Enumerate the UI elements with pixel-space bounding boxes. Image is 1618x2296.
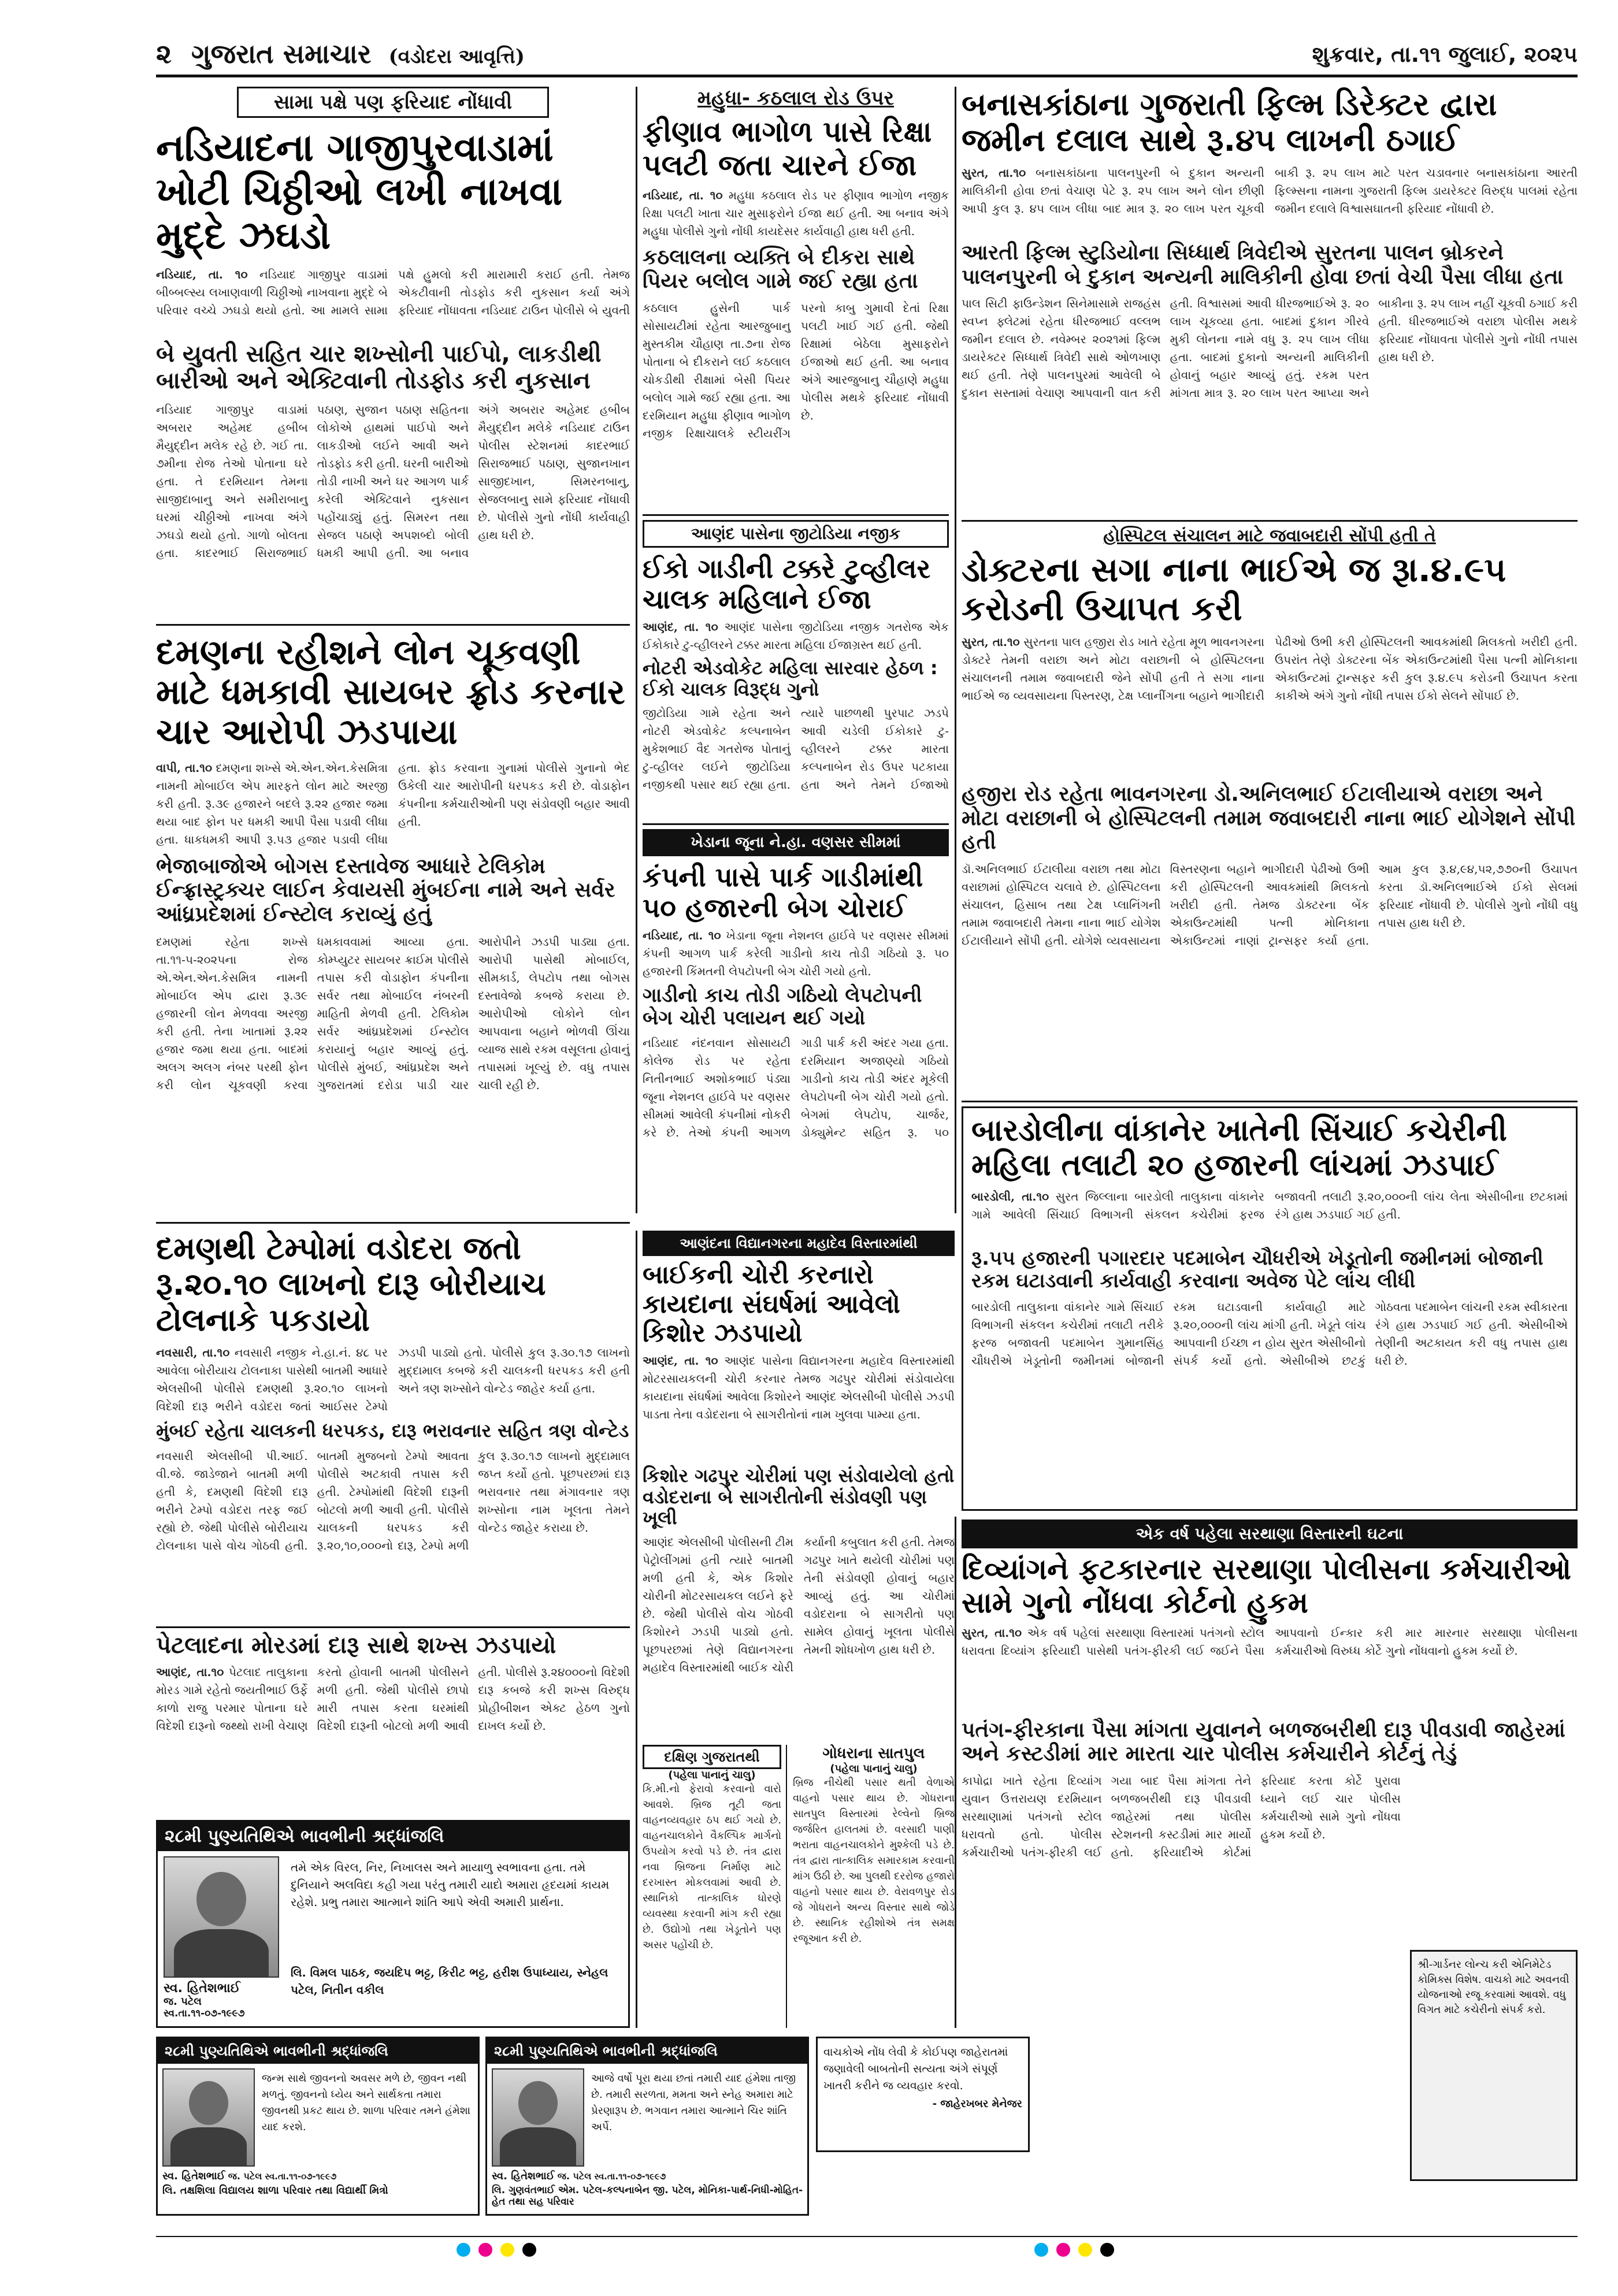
tribute-title: ૨૮મી પુણ્યતિથિએ ભાવભીની શ્રદ્ધાંજલિ (487, 2038, 807, 2064)
notice-text: શ્રી-ગાર્ડનર લોન્ચ કરી એનિમેટેડ કોમિક્સ વિશેષ. વાચકો માટે અવનવી યોજનાઓ રજૂ કરવામાં આવશે. વધુ વિગત માટે કચેરીનો સંપર્ક કરો. (1417, 1959, 1569, 2016)
story-daman-tempo (156, 1231, 630, 1623)
story-daman-cyber (156, 633, 630, 1216)
tribute-family: લિ. ગુણવંતભાઈ એમ. પટેલ-કલ્પનાબેન જી. પટેલ, મોનિકા-પાર્થ-નિધી-મોહિત-હેત તથા સહ પરિવાર (492, 2184, 803, 2208)
portrait-photo (492, 2068, 584, 2167)
story-body: બ્રિજ નીચેથી પસાર થતી વેળાએ વાહનો પસાર થાય છે. ગોધરાના સાતપુલ વિસ્તારમાં રેલ્વેનો બ્રિજ જર્જરિત હાલતમાં છે. વરસાદી પાણી ભરાતા વાહનચાલકોને મુશ્કેલી પડે છે. તંત્ર દ્વારા તાત્કાલિક સમારકામ કરવાની માંગ ઉઠી છે. આ પુલથી દરરોજ હજારો વાહનો પસાર થાય છે. વેરાવળપુર રોડ જે ગોધરાને અન્ય વિસ્તાર સાથે જોડે છે. સ્થાનિક રહીશોએ તંત્ર સમક્ષ રજૂઆત કરી છે. (793, 1777, 955, 1945)
story-headline: બનાસકાંઠાના ગુજરાતી ફિલ્મ ડિરેક્ટર દ્વારા જમીન દલાલ સાથે રૂ.૪૫ લાખની ઠગાઈ (962, 86, 1497, 159)
story-body-2: કઠલાલ હુસેની પાર્ક સોસાયટીમાં રહેતા આરજુબાનુ મુસ્તકીમ ચૌહાણ તા.૭ના રોજ પોતાના બે દીકરાને લઈ કઠલાલ ચોકડીથી રીક્ષામાં બેસી પિયર બલોલ ગામે જઈ રહ્યા હતા. આ દરમિયાન મહુધા ફીણાવ ભાગોળ નજીક રિક્ષાચાલકે સ્ટીયરીંગ પરનો કાબુ ગુમાવી દેતાં રિક્ષા પલટી ખાઈ ગઈ હતી. જેથી રિક્ષામાં બેઠેલા મુસાફરોને ઈજાઓ થઈ હતી. આ બનાવ અંગે આરજુબાનુ ચૌહાણે મહુધા પોલીસ મથકે ફરિયાદ નોંધાવી છે. (643, 300, 949, 440)
story-body-2: નડિયાદ નંદનવાન સોસાયટી કોલેજ રોડ પર રહેતા નિતીનભાઈ અશોકભાઈ પંડ્યા જૂના નેશનલ હાઈવે પર વણસર સીમમાં આવેલી કંપનીમાં નોકરી કરે છે. તેઓ કંપની આગળ ગાડી પાર્ક કરી અંદર ગયા હતા. દરમિયાન અજાણ્યો ગઠિયો ગાડીનો કાચ તોડી અંદર મૂકેલી લેપટોપની બેગ ચોરી ગયો હતો. બેગમાં લેપટોપ, ચાર્જર, ડોક્યુમેન્ટ સહિત રૂ. ૫૦ (643, 1035, 949, 1139)
story-subhead: નોટરી એડવોકેટ મહિલા સારવાર હેઠળ : ઈકો ચાલક વિરૂદ્ધ ગુનો (643, 656, 938, 700)
story-nadiad (156, 87, 630, 618)
dateline: નવસારી, તા.૧૦ (156, 1346, 230, 1360)
story-text: નડિયાદ ગાજીપુર વાડામાં બીબ્બલ્સ્ય લખાણવાળી ચિઠ્ઠીઓ નાખવાના મુદ્દે બે પરિવાર વચ્ચે ઝઘડો થયો હતો. આ મામલે સામા પક્ષે હુમલો કરી મારામારી કરાઈ હતી. તેમજ એકટીવાની તોડફોડ કરી નુકસાન કર્યા અંગે ફરિયાદ નોંધાવતા નડિયાદ ટાઉન પોલીસે બે યુવતી (156, 267, 630, 317)
column-rule (955, 1517, 956, 2028)
dateline: વાપી, તા.૧૦ (156, 761, 213, 775)
story-text: સુરતના પાલ હજીરા રોડ ખાતે રહેતા મૂળ ભાવનગરના ડોક્ટરે તેમની વરાછા અને મોટા વરાછાની બે હોસ્પિટલના સંચાલનની તમામ જવાબદારી જેને સોંપી હતી તે સગા નાના ભાઈએ જ વ્યવસાયના પિસ્તરણ, ટેક્ષ પ્લાનીંગના બહાને ભાગીદારી પેઢીઓ ઉભી કરી હોસ્પિટલની આવકમાંથી મિલકતો ખરીદી હતી. ઉપરાંત તેણે ડોક્ટરના બેંક એકાઉન્ટમાંથી પૈસા પત્ની મોનિકાના એકાઉન્ટમાં ટ્રાન્સફર કરી કુલ રૂ.૪.૯૫ કરોડની ઉચાપત કરતા કાકીએ અંગે ગુનો નોંધી તપાસ ઈકો સેલને સોંપાઈ છે. (962, 635, 1578, 703)
story-body-2: પાલ સિટી ફાઉન્ડેશન સિનેમાસામે રાજહંસ સ્વપ્ન ફ્લેટમાં રહેતા ધીરજભાઈ વલ્લભ જમીન દલાલ છે. નવેમ્બર ૨૦૨૧માં ફિલ્મ ડાયરેક્ટર સિધ્ધાર્થ ત્રિવેદી સાથે ઓળખાણ થઈ હતી. તેણે પાલનપુરમાં આવેલી બે દુકાન સસ્તામાં વેચાણ આપવાની વાત કરી હતી. વિશ્વાસમાં આવી ધીરજભાઈએ રૂ. ૨૦ લાખ ચૂકવ્યા હતા. બાદમાં દુકાન ગીરવે મુકી લોનના નામે વધુ રૂ. ૨૫ લાખ લીધા હતા. બાદમાં દુકાનો અન્યની માલિકીની હોવાનું બહાર આવ્યું હતું. રકમ પરત માંગતા માત્ર રૂ. ૨૦ લાખ પરત આપ્યા અને બાકીના રૂ. ૨૫ લાખ નહીં ચૂકવી ઠગાઈ કરી હતી. ધીરજભાઈએ વરાછા પોલીસ મથકે ફરિયાદ નોંધાવતા પોલીસે ગુનો નોંધી તપાસ હાથ ધરી છે. (962, 296, 1578, 400)
divider (156, 624, 630, 626)
story-kicker: હોસ્પિટલ સંચાલન માટે જવાબદારી સોંપી હતી તે (1103, 526, 1436, 546)
deceased-surname: જ. પટેલ (164, 1996, 202, 2008)
story-headline: બાઈકની ચોરી કરનારો કાયદાના સંઘર્ષમાં આવેલો કિશોર ઝડપાયો (643, 1260, 900, 1348)
story-body-2: ડૉ.અનિલભાઈ ઈટાલીયા વરાછા તથા મોટા વરાછામાં હોસ્પિટલ ચલાવે છે. હોસ્પિટલના સંચાલન, હિસાબ તથા ટેક્ષ પ્લાનિંગની તમામ જવાબદારી તેમના નાના ભાઈ યોગેશ ઈટાલીયાને સોંપી હતી. યોગેશે વ્યવસાયના વિસ્તરણના બહાને ભાગીદારી પેઢીઓ ઉભી કરી હોસ્પિટલની આવકમાંથી મિલકતો ખરીદી હતી. તેમજ ડોક્ટરના બેંક એકાઉન્ટમાંથી પત્ની મોનિકાના એકાઉન્ટમાં નાણાં ટ્રાન્સફર કર્યા હતા. આમ કુલ રૂ.૪,૯૪,૫૨,૭૭૦ની ઉચાપત કરતા ડૉ.અનિલભાઈએ ઈકો સેલમાં ફરિયાદ નોંધાવી છે. પોલીસે ગુનો નોંધી વધુ તપાસ હાથ ધરી છે. (962, 861, 1578, 948)
story-subhead: રૂ.૫૫ હજારની પગારદાર પદમાબેન ચૌધરીએ ખેડૂતોની જમીનમાં બોજાની રકમ ઘટાડવાની કાર્યવાહી કરવાના અવેજ પેટે લાંચ લીધી (971, 1246, 1543, 1292)
story-body-2: જીટોડિયા ગામે રહેતા અને નોટરી એડવોકેટ કલ્પનાબેન મુકેશભાઈ વૈદ ગતરોજ પોતાનું ટુ-વ્હીલર લઈને જીટોડિયા નજીકથી પસાર થઈ રહ્યા હતા. ત્યારે પાછળથી પુરપાટ ઝડપે આવી ચડેલી ઈકોકારે ટુ-વ્હીલરને ટક્કર મારતા કલ્પનાબેન રોડ ઉપર પટકાયા હતા અને તેમને ઈજાઓ (643, 706, 949, 792)
divider (643, 514, 949, 516)
story-headline: નડિયાદના ગાજીપુરવાડામાં ખોટી ચિઠ્ઠીઓ લખી નાખવા મુદ્દે ઝઘડો (156, 125, 563, 258)
column-rule (955, 87, 956, 1213)
story-body-2: નવસારી એલસીબી પી.આઈ. વી.જે. જાડેજાને બાતમી મળી હતી કે, દમણથી વિદેશી દારૂ ભરીને ટેમ્પો વડોદરા તરફ જઈ રહ્યો છે. જેથી પોલીસે બોરીયાચ ટોલનાકા પાસે વોચ ગોઠવી હતી. બાતમી મુજબનો ટેમ્પો આવતા પોલીસે અટકાવી તપાસ કરી હતી. ટેમ્પોમાંથી વિદેશી દારૂની બોટલો મળી આવી હતી. પોલીસે ચાલકની ધરપકડ કરી રૂ.૨૦,૧૦,૦૦૦નો દારૂ, ટેમ્પો મળી કુલ રૂ.૩૦.૧૭ લાખનો મુદ્દામાલ જપ્ત કર્યો હતો. પૂછપરછમાં દારૂ ભરાવનાર તથા મંગાવનાર ત્રણ શખ્સોના નામ ખૂલતા તેમને વોન્ટેડ જાહેર કરાયા છે. (156, 1449, 630, 1553)
dateline: સુરત, તા.૧૦ (962, 166, 1026, 180)
story-text: મહુધા કઠલાલ રોડ પર ફીણાવ ભાગોળ નજીક રિક્ષા પલટી ખાતા ચાર મુસાફરોને ઈજા થઈ હતી. આ બનાવ અંગે મહુધા પોલીસે ગુનો નોંધી કાયદેસર કાર્યવાહી હાથ ધરી હતી. (643, 188, 949, 238)
reg-magenta (478, 2243, 492, 2257)
story-text: ખેડાના જૂના નેશનલ હાઈવે પર વણસર સીમમાં કંપની આગળ પાર્ક કરેલી ગાડીનો કાચ તોડી ગઠિયો રૂ. ૫૦ હજારની કિંમતની લેપટોપની બેગ ચોરી ગયો હતો. (643, 928, 949, 978)
story-body (962, 633, 1578, 778)
story-headline: બારડોલીના વાંકાનેર ખાતેની સિંચાઈ કચેરીની મહિલા તલાટી ૨૦ હજારની લાંચમાં ઝડપાઈ (971, 1113, 1507, 1183)
story-kicker: ગોધરાના સાતપુલ (822, 1745, 925, 1762)
notice-text: વાચકોએ નોંધ લેવી કે કોઈપણ જાહેરાતમાં જણાવેલી બાબતોની સત્યતા અંગે સંપૂર્ણ ખાતરી કરીને જ વ્યવહાર કરવો. (823, 2046, 1008, 2092)
story-body: કિ.મી.નો ફેરાવો કરવાનો વારો આવશે. બ્રિજ તૂટી જતા વાહનવ્યવહાર ઠપ થઈ ગયો છે. વાહનચાલકોને વૈકલ્પિક માર્ગનો ઉપયોગ કરવો પડે છે. તંત્ર દ્વારા નવા બ્રિજના નિર્માણ માટે દરખાસ્ત મોકલવામાં આવી છે. સ્થાનિકો તાત્કાલિક ધોરણે વ્યવસ્થા કરવાની માંગ કરી રહ્યા છે. ઉદ્યોગો તથા ખેડૂતોને પણ અસર પહોંચી છે. (643, 1783, 781, 1951)
story-body-2: દમણમાં રહેતા શખ્સે તા.૧૧-૫-૨૦૨૫ના રોજ એ.એન.એન.કેસમિત્ર નામની મોબાઈલ એપ દ્વારા રૂ.૩૯ હજારની લોન મેળવવા અરજી કરી હતી. તેના ખાતામાં રૂ.૨૨ હજાર જમા થયા હતા. બાદમાં અલગ અલગ નંબર પરથી ફોન કરી લોન ચૂકવણી કરવા ધમકાવવામાં આવ્યા હતા. કોમ્પ્યુટર સાયબર ક્રાઈમ પોલીસે તપાસ કરી વોડાફોન કંપનીના સર્વર તથા મોબાઈલ નંબરની માહિતી મેળવી હતી. ટેલિકોમ સર્વર આંધ્રપ્રદેશમાં ઈન્સ્ટોલ કરાયાનું બહાર આવ્યું હતું. પોલીસે મુંબઈ, આંધ્રપ્રદેશ અને ગુજરાતમાં દરોડા પાડી ચાર આરોપીને ઝડપી પાડ્યા હતા. આરોપી પાસેથી મોબાઈલ, સીમકાર્ડ, લેપટોપ તથા બોગસ દસ્તાવેજો કબજે કરાયા છે. આરોપીઓ લોકોને લોન આપવાના બહાને ભોળવી ઊંચા વ્યાજ સાથે રકમ વસૂલતા હોવાનું તપાસમાં ખૂલ્યું છે. વધુ તપાસ ચાલી રહી છે. (156, 935, 630, 1093)
tribute-text: તમે એક વિરલ, નિર, નિખાલસ અને માયાળુ સ્વભાવના હતા. તમે દુનિયાને અલવિદા કહી ગયા પરંતુ તમારી યાદો અમારા હૃદયમાં કાયમ રહેશે. પ્રભુ તમારા આત્માને શાંતિ આપે એવી અમારી પ્રાર્થના. (291, 1860, 610, 1909)
reg-yellow (1078, 2243, 1092, 2257)
story-body (156, 1344, 630, 1416)
story-subhead: હજીરા રોડ રહેતા ભાવનગરના ડો.અનિલભાઈ ઈટાલીયાએ વરાછા અને મોટા વરાછાની બે હોસ્પિટલની તમામ જવાબદારી નાના ભાઈ યોગેશને સોંપી હતી (962, 782, 1576, 855)
story-body-2: કાપોદ્રા ખાતે રહેતા દિવ્યાંગ યુવાન ઉત્તરાયણ દરમિયાન સરથાણામાં પતંગનો સ્ટોલ ધરાવતો હતો. પોલીસ કર્મચારીઓ પતંગ-ફીરકી લઈ ગયા બાદ પૈસા માંગતા તેને બળજબરીથી દારૂ પીવડાવી જાહેરમાં તથા પોલીસ સ્ટેશનની કસ્ટડીમાં માર માર્યો હતો. ફરિયાદીએ કોર્ટમાં ફરિયાદ કરતા કોર્ટે પુરાવા ધ્યાને લઈ ચાર પોલીસ કર્મચારીઓ સામે ગુનો નોંધવા હુકમ કર્યો છે. (962, 1773, 1401, 1859)
story-bardoli (962, 1106, 1578, 1511)
story-body (156, 759, 630, 849)
edition: (વડોદરા આવૃત્તિ) (388, 45, 525, 68)
story-kicker: દક્ષિણ ગુજરાતથી (643, 1745, 781, 1769)
story-body (156, 266, 630, 335)
story-headline: દમણથી ટેમ્પોમાં વડોદરા જતો રૂ.૨૦.૧૦ લાખનો દારૂ બોરીયાચ ટોલનાકે પકડાયો (156, 1230, 546, 1339)
story-text: પેટલાદ તાલુકાના મોરડ ગામે રહેતો જયતીભાઈ ઉર્ફે કાળો રાજુ પરમાર પોતાના ઘરે વિદેશી દારૂનો જથ્થો રાખી વેચાણ કરતો હોવાની બાતમી પોલીસને મળી હતી. જેથી પોલીસે છાપો મારી તપાસ કરતા ઘરમાંથી વિદેશી દારૂની બોટલો મળી આવી હતી. પોલીસે રૂ.૨૪૦૦૦નો વિદેશી દારૂ કબજે કરી શખ્સ વિરુદ્ધ પ્રોહીબીશન એક્ટ હેઠળ ગુનો દાખલ કર્યો છે. (156, 1665, 630, 1733)
story-kicker: સામા પક્ષે પણ ફરિયાદ નોંધાવી (237, 87, 549, 118)
tribute-ad-1 (156, 1820, 630, 2028)
story-body (971, 1188, 1568, 1243)
divider (962, 1101, 1578, 1102)
death-date: સ્વ.તા.૧૧-૦૭-૧૯૯૭ (164, 2008, 245, 2019)
tribute-ad-3 (485, 2037, 809, 2216)
story-subhead: કઠલાલના વ્યક્તિ બે દીકરા સાથે પિયર બલોલ ગામે જઈ રહ્યા હતા (643, 246, 918, 293)
story-body (643, 927, 949, 981)
story-headline: કંપની પાસે પાર્ક ગાડીમાંથી ૫૦ હજારની બેગ ચોરાઈ (643, 861, 923, 923)
continuation-note: (પહેલા પાનાનું ચાલુ) (830, 1763, 918, 1775)
dateline: સુરત, તા.૧૦ (962, 635, 1020, 649)
deceased-surname: જ. પટેલ (557, 2171, 592, 2182)
paper-name: ગુજરાત સમાચાર (191, 38, 372, 69)
column-rule (636, 87, 637, 1213)
tribute-title: ૨૮મી પુણ્યતિથિએ ભાવભીની શ્રદ્ધાંજલિ (158, 2038, 478, 2064)
story-subhead: બે યુવતી સહિત ચાર શખ્સોની પાઈપો, લાકડીથી બારીઓ અને એક્ટિવાની તોડફોડ કરી નુકસાન (156, 340, 602, 394)
column-rule (636, 1231, 637, 2028)
tribute-ad-2 (156, 2037, 480, 2216)
story-dakshin-gujarat (643, 1745, 787, 2028)
story-text: સુરત જિલ્લાના બારડોલી તાલુકાના વાંકાનેર ગામે આવેલી સિંચાઈ વિભાગની સંકલન કચેરીમાં ફરજ બજાવતી તલાટી રૂ.૨૦,૦૦૦ની લાંચ લેતા એસીબીના છટકામાં રંગે હાથ ઝડપાઈ ગઈ હતી. (971, 1189, 1568, 1221)
reg-black (1100, 2243, 1114, 2257)
story-body-2: નડિયાદ ગાજીપુર વાડામાં અબરાર અહેમદ હબીબ મૈયુદ્દીન મલેક રહે છે. ગઈ તા. ૭મીના રોજ તેઓ પોતાના ઘરે હતા. તે દરમિયાન તેમના સાજીદાબાનુ અને સમીરાબાનુ ઘરમાં ચીઠ્ઠીઓ નાખવા અંગે ઝઘડો થયો હતો. ગાળો બોલતા હતા. કાદરભાઈ સિરાજભાઈ પઠાણ, સુજાન પઠાણ સહિતના લોકોએ હાથમાં પાઈપો અને લાકડીઓ લઈને આવી અને તોડફોડ કરી હતી. ઘરની બારીઓ તોડી નાખી અને ઘર આગળ પાર્ક કરેલી એક્ટિવાને નુકસાન પહોંચાડ્યું હતું. સિમરન તથા સેજલ પઠાણે અપશબ્દો બોલી ધમકી આપી હતી. આ બનાવ અંગે અબરાર અહેમદ હબીબ મૈયુદ્દીન મલેકે નડિયાદ ટાઉન પોલીસ સ્ટેશનમાં કાદરભાઈ સિરાજભાઈ પઠાણ, સુજાનખાન સાજીદખાન, સિમરનબાનુ, સેજલબાનુ સામે ફરિયાદ નોંધાવી છે. પોલીસે ગુનો નોંધી કાર્યવાહી હાથ ધરી છે. (156, 402, 630, 560)
dateline: આણંદ, તા. ૧૦ (643, 619, 718, 634)
dateline: નડિયાદ, તા. ૧૦ (643, 188, 723, 202)
small-notice (1410, 1950, 1578, 2181)
tribute-family: લિ. વિમલ પાઠક, જયદિપ ભટ્ટ, કિરીટ ભટ્ટ, હરીશ ઉપાધ્યાય, સ્નેહલ પટેલ, નિતીન વકીલ (291, 1966, 608, 1997)
story-text: એક વર્ષ પહેલાં સરથાણા વિસ્તારમાં પતંગનો સ્ટોલ ધરાવતા દિવ્યાંગ ફરિયાદી પાસેથી પતંગ-ફીરકી લઈ જઈને પૈસા આપવાનો ઈન્કાર કરી માર મારનાર સરથાણા પોલીસના કર્મચારીઓ વિરુધ્ધ કોર્ટે ગુનો નોંધવાનો હુકમ કર્યો છે. (962, 1626, 1578, 1658)
story-text: નવસારી નજીક ને.હા.નં. ૪૮ પર આવેલા બોરીયાચ ટોલનાકા પાસેથી બાતમી આધારે એલસીબી પોલીસે દમણથી રૂ.૨૦.૧૦ લાખનો વિદેશી દારૂ ભરીને વડોદરા જતાં આઈસર ટેમ્પો ઝડપી પાડ્યો હતો. પોલીસે કુલ રૂ.૩૦.૧૭ લાખનો મુદ્દામાલ કબજે કરી ચાલકની ધરપકડ કરી હતી અને ત્રણ શખ્સોને વોન્ટેડ જાહેર કર્યા હતા. (156, 1346, 630, 1414)
divider (962, 520, 1578, 522)
story-body-2: આણંદ એલસીબી પોલીસની ટીમ પેટ્રોલીંગમાં હતી ત્યારે બાતમી મળી હતી કે, એક કિશોર ચોરીની મોટરસાયકલ લઈને ફરે છે. જેથી પોલીસે વોચ ગોઠવી કિશોરને ઝડપી પાડ્યો હતો. પૂછપરછમાં તેણે વિદ્યાનગરના મહાદેવ વિસ્તારમાંથી બાઈક ચોરી કર્યાની કબુલાત કરી હતી. તેમજ ગઢપુર ખાતે થયેલી ચોરીમાં પણ તેની સંડોવણી હોવાનું બહાર આવ્યું હતું. આ ચોરીમાં વડોદરાના બે સાગરીતો પણ સામેલ હોવાનું ખૂલતા પોલીસે તેમની શોધખોળ હાથ ધરી છે. (643, 1535, 955, 1675)
story-headline: ઈકો ગાડીની ટક્કરે ટુવ્હીલર ચાલક મહિલાને ઈજા (643, 553, 931, 615)
story-surat-hospital (962, 526, 1578, 1098)
masthead-left (156, 38, 525, 70)
story-phinav (643, 87, 949, 508)
story-headline: પેટલાદના મોરડમાં દારૂ સાથે શખ્સ ઝડપાયો (156, 1632, 556, 1659)
continuation-note: (પહેલા પાનાનું ચાલુ) (668, 1769, 756, 1781)
story-kicker: એક વર્ષ પહેલા સરથાણા વિસ્તારની ઘટના (962, 1519, 1578, 1548)
reg-magenta (1056, 2243, 1070, 2257)
reg-yellow (500, 2243, 514, 2257)
tribute-text: આજે વર્ષો પૂરા થયા છતાં તમારી યાદ હંમેશા તાજી છે. તમારી સરળતા, મમતા અને સ્નેહ અમારા માટે પ્રેરણારૂપ છે. ભગવાન તમારા આત્માને ચિર શાંતિ અર્પે. (591, 2072, 796, 2133)
story-text: દમણના શખ્સે એ.એન.એન.કેસમિત્રા નામની મોબાઈલ એપ મારફતે લોન માટે અરજી કરી હતી. રૂ.૩૯ હજારને બદલે રૂ.૨૨ હજાર જમા થયા બાદ ફોન પર ધમકી આપી પૈસા પડાવી લીધા હતા. ધાકધમકી આપી રૂ.૫૩ હજાર પડાવી લીધા હતા. ફ્રોડ કરવાના ગુનામાં પોલીસે ગુનાનો ભેદ ઉકેલી ચાર આરોપીની ધરપકડ કરી છે. વોડાફોન કંપનીના કર્મચારીઓની પણ સંડોવણી બહાર આવી હતી. (156, 761, 630, 846)
story-anand-bike (643, 1231, 955, 1739)
registration-bar (156, 2236, 1578, 2259)
story-subhead: આરતી ફિલ્મ સ્ટુડિયોના સિધ્ધાર્થ ત્રિવેદીએ સુરતના પાલન બ્રોકરને પાલનપુરની બે દુકાન અન્યની માલિકીની હોવા છતાં વેચી પૈસા લીધા હતા (962, 241, 1564, 289)
reg-cyan (1034, 2243, 1048, 2257)
dateline: નડિયાદ, તા. ૧૦ (643, 928, 721, 942)
story-petlad (156, 1632, 630, 1817)
divider (156, 1626, 630, 1628)
story-text: બનાસકાંઠાના પાલનપુરની બે દુકાન અન્યની માલિકીની હોવા છતાં વેચાણ પેટે રૂ. ૨૫ લાખ અને લોન છીણી આપી કુલ રૂ. ૪૫ લાખ લીધા બાદ માત્ર રૂ. ૨૦ લાખ પરત ચૂકવી બાકી રૂ. ૨૫ લાખ માટે પરત ચડાવનાર બનાસકાંઠાના આરતી ફિલ્મ્સના નામના ગુજરાતી ફિલ્મ ડાયરેક્ટર વિરુદ્ધ પાલમાં રહેતા જમીન દલાલે વિશ્વાસઘાતની ફરિયાદ નોંધાવી છે. (962, 166, 1578, 216)
story-headline: ફીણાવ ભાગોળ પાસે રિક્ષા પલટી જતા ચારને ઈજા (643, 115, 932, 182)
divider (643, 823, 949, 825)
dateline: સુરત, તા.૧૦ (962, 1626, 1022, 1640)
page-number: ૨ (156, 38, 172, 69)
story-kicker: ખેડાના જૂના ને.હા. વણસર સીમમાં (643, 829, 949, 856)
dateline: નડિયાદ, તા. ૧૦ (156, 267, 248, 281)
deceased-name: સ્વ. હિતેશભાઈ (492, 2170, 555, 2182)
divider (156, 1222, 630, 1224)
story-subhead: કિશોર ગઢપુર ચોરીમાં પણ સંડોવાયેલો હતો વડોદરાના બે સાગરીતોની સંડોવણી પણ ખૂલી (643, 1464, 955, 1529)
story-body (643, 187, 949, 241)
story-body-2: બારડોલી તાલુકાના વાંકાનેર ગામે સિંચાઈ વિભાગની સંકલન કચેરીમાં તલાટી તરીકે ફરજ બજાવતી પદમાબેન ગુમાનસિંહ ચૌધરીએ ખેડૂતોની જમીનમાં બોજાની રકમ ઘટાડવાની કાર્યવાહી માટે રૂ.૨૦,૦૦૦ની લાંચ માંગી હતી. ખેડૂતે લાંચ આપવાની ઈચ્છા ન હોય સુરત એસીબીનો સંપર્ક કર્યો હતો. એસીબીએ છટકું ગોઠવતા પદમાબેન લાંચની રકમ સ્વીકારતા રંગે હાથ ઝડપાઈ ગઈ હતી. એસીબીએ તેણીની અટકાયત કરી વધુ તપાસ હાથ ધરી છે. (971, 1299, 1568, 1368)
story-body (962, 164, 1578, 236)
reg-cyan (457, 2243, 470, 2257)
tribute-text: જન્મ સાથે જીવનનો અવસર મળે છે, જીવન નથી મળતું. જીવનનો ધ્યેય અને સાર્થકતા તમારા જીવનથી પ્રકટ થાય છે. શાળા પરિવાર તમને હંમેશા યાદ કરશે. (262, 2072, 471, 2133)
story-headline: દમણના રહીશને લોન ચૂકવણી માટે ધમકાવી સાયબર ફ્રોડ કરનાર ચાર આરોપી ઝડપાયા (156, 632, 625, 752)
tribute-family: લિ. તક્ષશિલા વિદ્યાલય શાળા પરિવાર તથા વિદ્યાર્થી મિત્રો (162, 2184, 388, 2197)
story-body (156, 1663, 630, 1773)
story-subhead: ભેજાબાજોએ બોગસ દસ્તાવેજ આધારે ટેલિકોમ ઈન્ફ્રાસ્ટ્રક્ચર લાઈન કેવાયસી મુંબઈના નામે અને સર્વર આંધ્રપ્રદેશમાં ઈન્સ્ટોલ કરાવ્યું હતું (156, 855, 615, 926)
story-subhead: મુંબઈ રહેતા ચાલકની ધરપકડ, દારૂ ભરાવનાર સહિત ત્રણ વોન્ટેડ (156, 1420, 629, 1442)
tribute-title: ૨૮મી પુણ્યતિથિએ ભાવભીની શ્રદ્ધાંજલિ (158, 1822, 628, 1851)
masthead (156, 36, 1578, 77)
story-kicker: આણંદ પાસેના જીટોડિયા નજીક (643, 520, 949, 548)
dateline: આણંદ, તા. ૧૦ (643, 1353, 718, 1368)
story-headline: ડોક્ટરના સગા નાના ભાઈએ જ રૂા.૪.૯૫ કરોડની ઉચાપત કરી (962, 550, 1506, 628)
deceased-name: સ્વ. હિતેશભાઈ (164, 1981, 240, 1996)
death-date: સ્વ.તા.૧૧-૦૭-૧૯૯૭ (594, 2171, 666, 2182)
deceased-surname: જ. પટેલ (228, 2171, 262, 2182)
reg-black (522, 2243, 536, 2257)
story-text: આણંદ પાસેના જીટોડિયા નજીક ગતરોજ એક ઈકોકારે ટુ-વ્હીલરને ટક્કર મારતા મહિલા ઈજાગ્રસ્ત થઈ હતી. (643, 619, 949, 652)
story-text: આણંદ પાસેના વિદ્યાનગરના મહાદેવ વિસ્તારમાંથી મોટરસાયકલની ચોરી કરનાર તેમજ ગઢપુર ચોરીમાં સંડોવાયેલા કાયદાના સંઘર્ષમાં આવેલા કિશોરને આણંદ એલસીબી પોલીસે ઝડપી પાડતા તેના વડોદરાના બે સાગરીતોનાં નામ ખુલવા પામ્યા હતા. (643, 1353, 955, 1421)
notice-signature: - જાહેરખબર મેનેજર (932, 2098, 1022, 2110)
story-kheda (643, 829, 949, 1216)
portrait-photo (162, 2068, 255, 2167)
story-godhra (793, 1745, 955, 2028)
story-body (643, 1352, 955, 1462)
story-body (962, 1624, 1578, 1714)
story-headline: દિવ્યાંગને ફટકારનાર સરથાણા પોલીસના કર્મચારીઓ સામે ગુનો નોંધવા કોર્ટનો હુકમ (962, 1552, 1572, 1619)
story-ikko (643, 520, 949, 820)
story-subhead: ગાડીનો કાચ તોડી ગઠિયો લેપટોપની બેગ ચોરી પલાયન થઈ ગયો (643, 983, 922, 1030)
portrait-photo (164, 1856, 279, 1978)
story-banaskantha (962, 87, 1578, 517)
dateline: આણંદ, તા.૧૦ (156, 1665, 224, 1679)
story-kicker: મહુધા- કઠલાલ રોડ ઉપર (697, 87, 895, 110)
story-body (643, 618, 949, 654)
issue-date: શુક્રવાર, તા.૧૧ જુલાઈ, ૨૦૨૫ (1312, 42, 1578, 67)
death-date: સ્વ.તા.૧૧-૦૭-૧૯૯૭ (265, 2171, 337, 2182)
story-kicker: આણંદના વિદ્યાનગરના મહાદેવ વિસ્તારમાંથી (643, 1231, 955, 1256)
deceased-name: સ્વ. હિતેશભાઈ (162, 2170, 225, 2182)
story-subhead: પતંગ-ફીરકાના પૈસા માંગતા યુવાનને બળજબરીથી દારૂ પીવડાવી જાહેરમાં અને કસ્ટડીમાં માર મારતા ચાર પોલીસ કર્મચારીને કોર્ટનું તેડું (962, 1718, 1565, 1766)
dateline: બારડોલી, તા.૧૦ (971, 1189, 1049, 1203)
